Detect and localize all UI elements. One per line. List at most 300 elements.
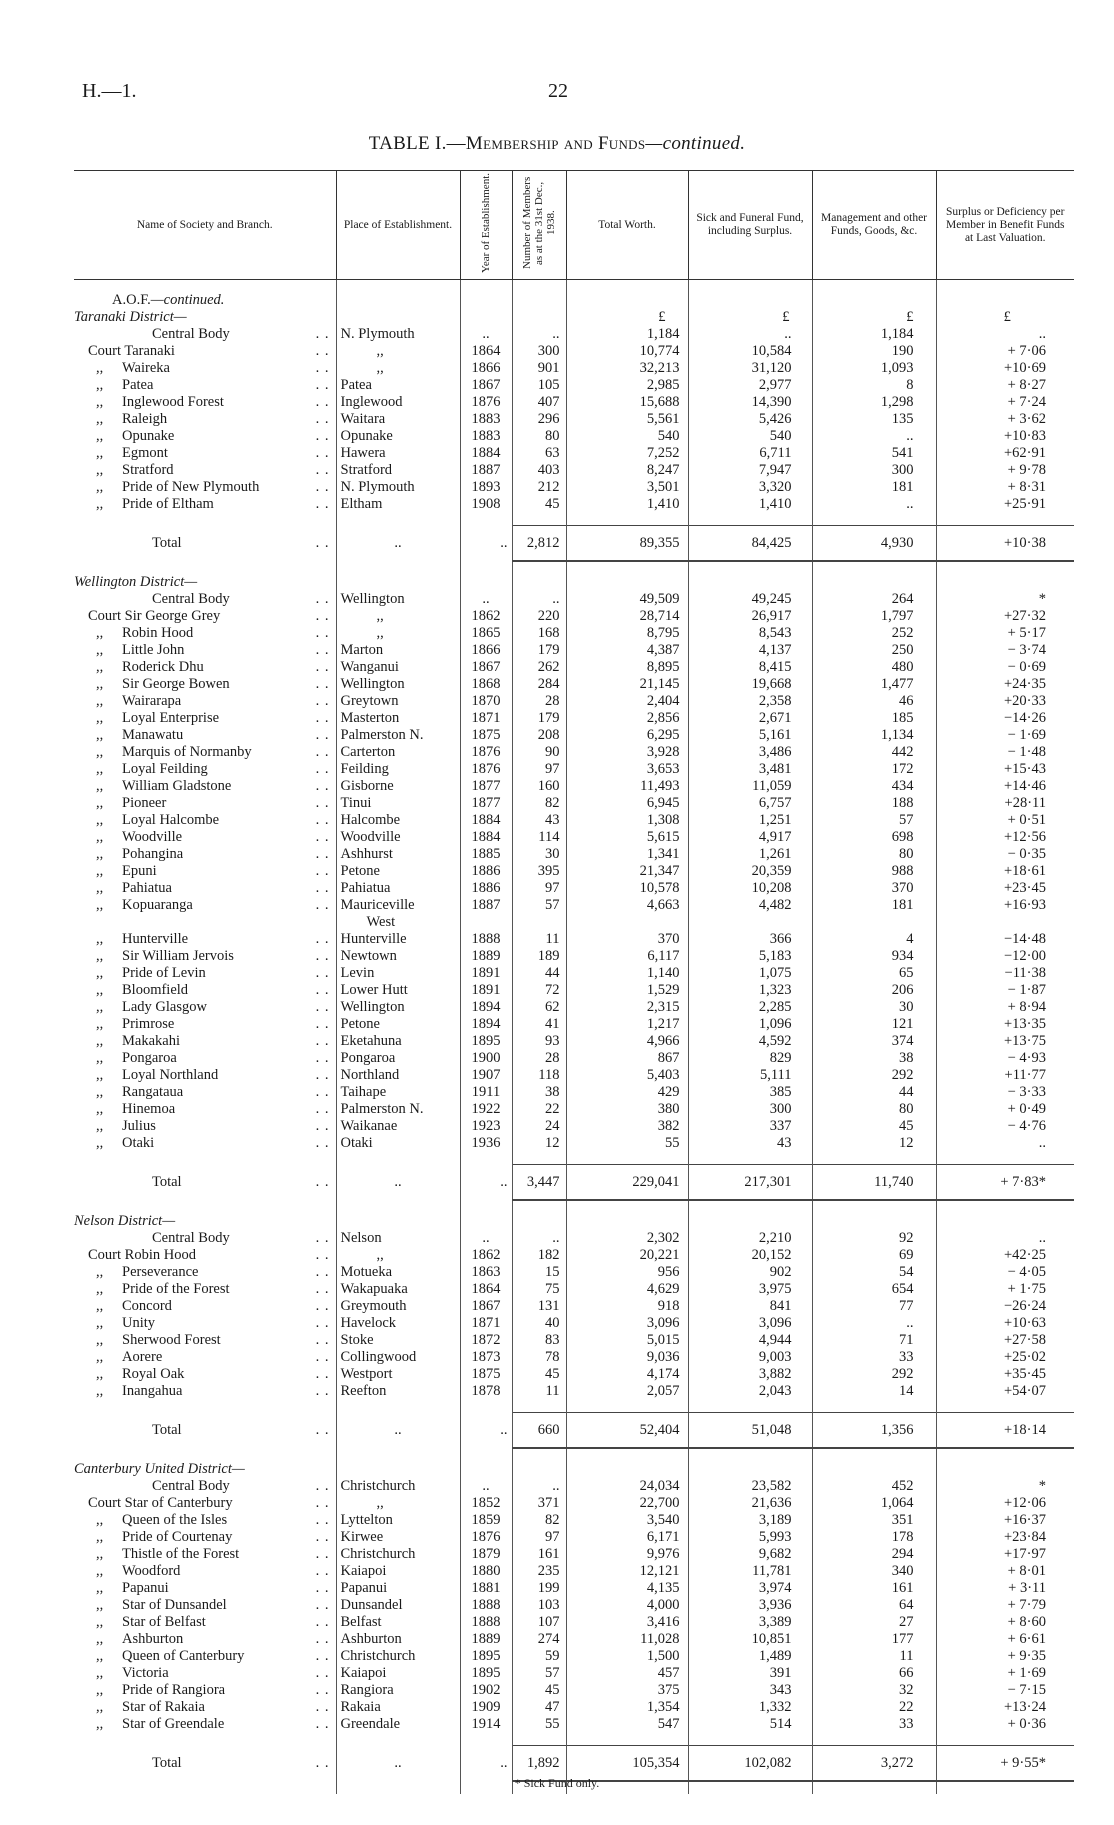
place-text: Lyttelton: [340, 1512, 393, 1528]
spacer-row: [74, 1733, 1074, 1746]
table-row: [74, 1682, 1074, 1699]
sick-funeral-fund: 5,111: [688, 1067, 812, 1084]
member-count: 59: [512, 1648, 566, 1665]
empty-cell: [566, 561, 688, 574]
table-row: [74, 1563, 1074, 1580]
surplus-per-member: − 0·69: [936, 659, 1074, 676]
branch-name: [74, 360, 336, 377]
total-worth: 3,928: [566, 744, 688, 761]
year-established: 1877: [460, 795, 512, 812]
surplus-per-member: +15·43: [936, 761, 1074, 778]
empty-cell: [812, 1152, 936, 1165]
sick-funeral-fund: 3,882: [688, 1366, 812, 1383]
place-of-establishment: [336, 642, 460, 659]
member-count: 97: [512, 761, 566, 778]
surplus-per-member: + 7·06: [936, 343, 1074, 360]
surplus-per-member: +18·61: [936, 863, 1074, 880]
branch-name-text: Papanui: [122, 1580, 169, 1596]
total-label: Total . .: [74, 526, 336, 562]
total-label: Total . .: [74, 1165, 336, 1201]
empty-cell: [336, 1461, 460, 1478]
empty-cell: [512, 513, 566, 526]
empty-cell: [566, 513, 688, 526]
table-title-main: Membership and Funds: [465, 133, 646, 154]
surplus-per-member: +27·32: [936, 608, 1074, 625]
place-text: Kaiapoi: [340, 1665, 387, 1681]
empty-cell: [936, 1152, 1074, 1165]
place-text: Ashburton: [340, 1631, 402, 1647]
sick-funeral-fund: 14,390: [688, 394, 812, 411]
place-text: Marton: [340, 642, 384, 658]
branch-name-text: Loyal Northland: [122, 1067, 219, 1083]
management-funds: ..: [812, 1315, 936, 1332]
branch-name-text: Julius: [122, 1118, 156, 1134]
table-row: [74, 642, 1074, 659]
table-row: [74, 1118, 1074, 1135]
surplus-per-member: +24·35: [936, 676, 1074, 693]
branch-name: [74, 1332, 336, 1349]
table-row: [74, 625, 1074, 642]
branch-name: [74, 1597, 336, 1614]
year-established: 1887: [460, 897, 512, 914]
surplus-per-member: +10·63: [936, 1315, 1074, 1332]
empty-cell: [336, 1152, 460, 1165]
place-of-establishment: [336, 1716, 460, 1733]
total-year: ..: [460, 1413, 512, 1449]
surplus-per-member: +14·46: [936, 778, 1074, 795]
total-worth: 382: [566, 1118, 688, 1135]
surplus-per-member: ..: [936, 326, 1074, 343]
total-worth: 21,145: [566, 676, 688, 693]
management-funds: 292: [812, 1067, 936, 1084]
empty-cell: [936, 1400, 1074, 1413]
surplus-per-member: −26·24: [936, 1298, 1074, 1315]
ditto-mark: ,,: [96, 1580, 104, 1596]
total-worth: 105,354: [566, 1746, 688, 1782]
total-worth: 2,315: [566, 999, 688, 1016]
place-of-establishment: [336, 1349, 460, 1366]
sick-funeral-fund: 4,137: [688, 642, 812, 659]
management-funds: 351: [812, 1512, 936, 1529]
surplus-per-member: −12·00: [936, 948, 1074, 965]
total-worth: 32,213: [566, 360, 688, 377]
table-row-continuation: [74, 914, 1074, 931]
branch-name: [74, 625, 336, 642]
ditto-mark: ,,: [96, 744, 104, 760]
table-row: [74, 1665, 1074, 1682]
sick-funeral-fund: 1,096: [688, 1016, 812, 1033]
branch-name-text: Kopuaranga: [122, 897, 193, 913]
member-count: 57: [512, 1665, 566, 1682]
empty-cell: [688, 1213, 812, 1230]
management-funds: 181: [812, 479, 936, 496]
total-worth: 7,252: [566, 445, 688, 462]
total-worth: 2,856: [566, 710, 688, 727]
ditto-mark: ,,: [96, 1546, 104, 1562]
total-worth: 1,354: [566, 1699, 688, 1716]
place-text: Palmerston N.: [340, 727, 424, 743]
empty-cell: [336, 1733, 460, 1746]
place-text: Levin: [340, 965, 375, 981]
total-label: Total . .: [74, 1746, 336, 1782]
society-suffix: —continued.: [150, 292, 225, 308]
ditto-mark: ,,: [96, 778, 104, 794]
place-text: ,,: [376, 1495, 384, 1511]
management-funds: 38: [812, 1050, 936, 1067]
total-place: ..: [336, 1746, 460, 1782]
sick-funeral-fund: 4,944: [688, 1332, 812, 1349]
empty-cell: [936, 914, 1074, 931]
member-count: 107: [512, 1614, 566, 1631]
column-header-sick-fund: Sick and Funeral Fund, including Surplus.: [688, 171, 812, 280]
year-established: 1867: [460, 659, 512, 676]
branch-name: [74, 326, 336, 343]
member-count: 114: [512, 829, 566, 846]
place-text: Wakapuaka: [340, 1281, 408, 1297]
table-row: [74, 948, 1074, 965]
branch-name: [74, 394, 336, 411]
year-established: 1881: [460, 1580, 512, 1597]
sick-funeral-fund: 9,682: [688, 1546, 812, 1563]
total-worth: 55: [566, 1135, 688, 1152]
place-text: Inglewood: [340, 394, 403, 410]
ditto-mark: ,,: [96, 727, 104, 743]
empty-cell: [936, 1448, 1074, 1461]
ditto-mark: ,,: [96, 428, 104, 444]
place-text: Papanui: [340, 1580, 388, 1596]
total-worth: 5,561: [566, 411, 688, 428]
place-text: Hawera: [340, 445, 386, 461]
branch-name: [74, 1247, 336, 1264]
member-count: 220: [512, 608, 566, 625]
branch-name: [74, 659, 336, 676]
table-row: [74, 1298, 1074, 1315]
table-row: [74, 1614, 1074, 1631]
total-worth: 956: [566, 1264, 688, 1281]
member-count: 83: [512, 1332, 566, 1349]
member-count: 199: [512, 1580, 566, 1597]
total-worth: 8,247: [566, 462, 688, 479]
table-row: [74, 727, 1074, 744]
sick-funeral-fund: 7,947: [688, 462, 812, 479]
year-established: 1888: [460, 1614, 512, 1631]
place-of-establishment: [336, 1699, 460, 1716]
total-worth: 1,308: [566, 812, 688, 829]
member-count: 45: [512, 1682, 566, 1699]
branch-name-text: Patea: [122, 377, 154, 393]
year-established: 1859: [460, 1512, 512, 1529]
ditto-mark: ,,: [96, 1563, 104, 1579]
branch-name-text: Pride of the Forest: [122, 1281, 230, 1297]
branch-name: [74, 608, 336, 625]
place-of-establishment: [336, 1478, 460, 1495]
table-row: [74, 931, 1074, 948]
total-surplus: +18·14: [936, 1413, 1074, 1449]
branch-name: [74, 1631, 336, 1648]
ditto-mark: ,,: [96, 625, 104, 641]
sick-funeral-fund: 20,152: [688, 1247, 812, 1264]
member-count: 235: [512, 1563, 566, 1580]
sick-funeral-fund: 540: [688, 428, 812, 445]
ditto-mark: ,,: [96, 462, 104, 478]
member-count: 97: [512, 1529, 566, 1546]
year-established: 1879: [460, 1546, 512, 1563]
surplus-per-member: +42·25: [936, 1247, 1074, 1264]
place-of-establishment: [336, 1546, 460, 1563]
table-row: [74, 1033, 1074, 1050]
total-management-funds: 11,740: [812, 1165, 936, 1201]
ditto-mark: ,,: [96, 1529, 104, 1545]
sick-funeral-fund: 19,668: [688, 676, 812, 693]
sick-funeral-fund: 3,486: [688, 744, 812, 761]
branch-name: [74, 880, 336, 897]
place-of-establishment: [336, 445, 460, 462]
empty-cell: [336, 309, 460, 326]
place-of-establishment: [336, 360, 460, 377]
year-established: 1875: [460, 727, 512, 744]
year-established: 1889: [460, 1631, 512, 1648]
place-text: Collingwood: [340, 1349, 417, 1365]
table-row: [74, 1495, 1074, 1512]
column-header-place: Place of Establishment.: [336, 171, 460, 280]
place-of-establishment: [336, 1366, 460, 1383]
place-text: Havelock: [340, 1315, 397, 1331]
place-of-establishment: [336, 1512, 460, 1529]
management-funds: 32: [812, 1682, 936, 1699]
place-text: Dunsandel: [340, 1597, 403, 1613]
empty-cell: [812, 914, 936, 931]
branch-name-text: Aorere: [122, 1349, 163, 1365]
total-worth: 2,057: [566, 1383, 688, 1400]
total-worth: 4,629: [566, 1281, 688, 1298]
place-text: Eketahuna: [340, 1033, 402, 1049]
district-total-row: [74, 1165, 1074, 1201]
empty-cell: [566, 1400, 688, 1413]
branch-name-text: Hinemoa: [122, 1101, 176, 1117]
sick-funeral-fund: 10,584: [688, 343, 812, 360]
ditto-mark: ,,: [96, 1135, 104, 1151]
surplus-per-member: − 7·15: [936, 1682, 1074, 1699]
branch-name-text: Pioneer: [122, 795, 167, 811]
empty-cell: [812, 1448, 936, 1461]
total-worth: 918: [566, 1298, 688, 1315]
year-established: 1895: [460, 1033, 512, 1050]
table-row: [74, 710, 1074, 727]
branch-name-text: Raleigh: [122, 411, 168, 427]
empty-cell: [566, 1152, 688, 1165]
management-funds: 80: [812, 1101, 936, 1118]
sick-funeral-fund: 4,592: [688, 1033, 812, 1050]
place-of-establishment: [336, 1614, 460, 1631]
place-of-establishment: [336, 1682, 460, 1699]
table-body: [74, 280, 1074, 1795]
table-row: [74, 326, 1074, 343]
management-funds: 206: [812, 982, 936, 999]
empty-cell: [512, 574, 566, 591]
total-worth: 4,135: [566, 1580, 688, 1597]
total-surplus: + 9·55*: [936, 1746, 1074, 1782]
table-header-row: [74, 171, 1074, 280]
branch-name: [74, 1067, 336, 1084]
sick-funeral-fund: 3,974: [688, 1580, 812, 1597]
branch-name: [74, 1648, 336, 1665]
branch-name-text: Central Body: [152, 326, 230, 342]
total-worth: 2,985: [566, 377, 688, 394]
table-row: [74, 496, 1074, 513]
member-count: 182: [512, 1247, 566, 1264]
branch-name-text: Thistle of the Forest: [122, 1546, 240, 1562]
surplus-per-member: +27·58: [936, 1332, 1074, 1349]
empty-cell: [936, 1733, 1074, 1746]
sick-funeral-fund: 6,757: [688, 795, 812, 812]
year-established: 1876: [460, 761, 512, 778]
surplus-per-member: +16·93: [936, 897, 1074, 914]
total-worth: 24,034: [566, 1478, 688, 1495]
empty-cell: [688, 1733, 812, 1746]
branch-name-text: William Gladstone: [122, 778, 232, 794]
total-worth: 1,184: [566, 326, 688, 343]
total-worth: 21,347: [566, 863, 688, 880]
management-funds: 30: [812, 999, 936, 1016]
ditto-mark: ,,: [96, 846, 104, 862]
total-worth: 10,774: [566, 343, 688, 360]
currency-unit: £: [688, 309, 812, 326]
spacer-row: [74, 1152, 1074, 1165]
place-text: Nelson: [340, 1230, 382, 1246]
empty-cell: [460, 574, 512, 591]
surplus-per-member: +23·45: [936, 880, 1074, 897]
place-of-establishment: [336, 608, 460, 625]
management-funds: 1,134: [812, 727, 936, 744]
year-established: 1871: [460, 1315, 512, 1332]
surplus-per-member: + 7·24: [936, 394, 1074, 411]
place-of-establishment: [336, 1033, 460, 1050]
total-worth: 429: [566, 1084, 688, 1101]
management-funds: 45: [812, 1118, 936, 1135]
total-worth: 547: [566, 1716, 688, 1733]
empty-cell: [688, 1152, 812, 1165]
place-of-establishment: [336, 343, 460, 360]
place-of-establishment: [336, 462, 460, 479]
table-row: [74, 1050, 1074, 1067]
branch-name: [74, 1563, 336, 1580]
empty-cell: [460, 1448, 512, 1461]
total-worth: 1,529: [566, 982, 688, 999]
ditto-mark: ,,: [96, 1298, 104, 1314]
ditto-mark: ,,: [96, 1631, 104, 1647]
branch-name: [74, 1298, 336, 1315]
surplus-per-member: + 0·51: [936, 812, 1074, 829]
place-of-establishment: [336, 999, 460, 1016]
management-funds: 250: [812, 642, 936, 659]
ditto-mark: ,,: [96, 863, 104, 879]
ditto-mark: ,,: [96, 642, 104, 658]
branch-name: [74, 676, 336, 693]
ditto-mark: ,,: [96, 1067, 104, 1083]
sick-funeral-fund: 4,917: [688, 829, 812, 846]
sick-funeral-fund: 23,582: [688, 1478, 812, 1495]
ditto-mark: ,,: [96, 394, 104, 410]
sick-funeral-fund: 5,426: [688, 411, 812, 428]
ditto-mark: ,,: [96, 1614, 104, 1630]
page-number: 22: [548, 80, 568, 102]
year-established: 1864: [460, 343, 512, 360]
branch-name: [74, 795, 336, 812]
branch-name-text: Sir George Bowen: [122, 676, 230, 692]
member-count: 161: [512, 1546, 566, 1563]
empty-cell: [512, 1213, 566, 1230]
branch-name-text: Central Body: [152, 1230, 230, 1246]
total-worth: 370: [566, 931, 688, 948]
empty-cell: [336, 1213, 460, 1230]
member-count: 179: [512, 710, 566, 727]
branch-name-text: Perseverance: [122, 1264, 199, 1280]
district-heading-row: [74, 1213, 1074, 1230]
year-established: ..: [460, 326, 512, 343]
year-established: 1900: [460, 1050, 512, 1067]
empty-cell: [460, 914, 512, 931]
table-row: [74, 1580, 1074, 1597]
place-of-establishment: [336, 1383, 460, 1400]
year-established: 1888: [460, 1597, 512, 1614]
year-established: 1895: [460, 1648, 512, 1665]
total-worth: 3,501: [566, 479, 688, 496]
empty-cell: [512, 561, 566, 574]
column-header-total-worth: Total Worth.: [566, 171, 688, 280]
total-worth: 3,540: [566, 1512, 688, 1529]
member-count: 407: [512, 394, 566, 411]
management-funds: 300: [812, 462, 936, 479]
surplus-per-member: + 8·01: [936, 1563, 1074, 1580]
management-funds: 252: [812, 625, 936, 642]
year-established: 1866: [460, 642, 512, 659]
total-year: ..: [460, 526, 512, 562]
empty-cell: [336, 513, 460, 526]
place-of-establishment: [336, 1281, 460, 1298]
branch-name-text: Manawatu: [122, 727, 184, 743]
total-worth: 2,404: [566, 693, 688, 710]
place-of-establishment: [336, 1597, 460, 1614]
place-text: N. Plymouth: [340, 326, 415, 342]
ditto-mark: ,,: [96, 965, 104, 981]
surplus-per-member: + 8·27: [936, 377, 1074, 394]
branch-name-text: Roderick Dhu: [122, 659, 204, 675]
place-of-establishment: [336, 1264, 460, 1281]
surplus-per-member: + 3·11: [936, 1580, 1074, 1597]
surplus-per-member: + 0·36: [936, 1716, 1074, 1733]
total-members: 2,812: [512, 526, 566, 562]
total-worth: 9,036: [566, 1349, 688, 1366]
spacer-row: [74, 280, 1074, 293]
ditto-mark: ,,: [96, 829, 104, 845]
place-text: Otaki: [340, 1135, 373, 1151]
branch-name: [74, 999, 336, 1016]
place-text: ,,: [376, 343, 384, 359]
empty-cell: [512, 1461, 566, 1478]
management-funds: 340: [812, 1563, 936, 1580]
total-worth: 380: [566, 1101, 688, 1118]
place-text: Newtown: [340, 948, 397, 964]
member-count: 212: [512, 479, 566, 496]
district-name: Taranaki District—: [74, 309, 187, 325]
place-of-establishment: [336, 897, 460, 914]
table-row: [74, 1478, 1074, 1495]
ditto-mark: ,,: [96, 948, 104, 964]
total-worth: 22,700: [566, 1495, 688, 1512]
year-established: 1872: [460, 1332, 512, 1349]
management-funds: 374: [812, 1033, 936, 1050]
empty-cell: [566, 574, 688, 591]
